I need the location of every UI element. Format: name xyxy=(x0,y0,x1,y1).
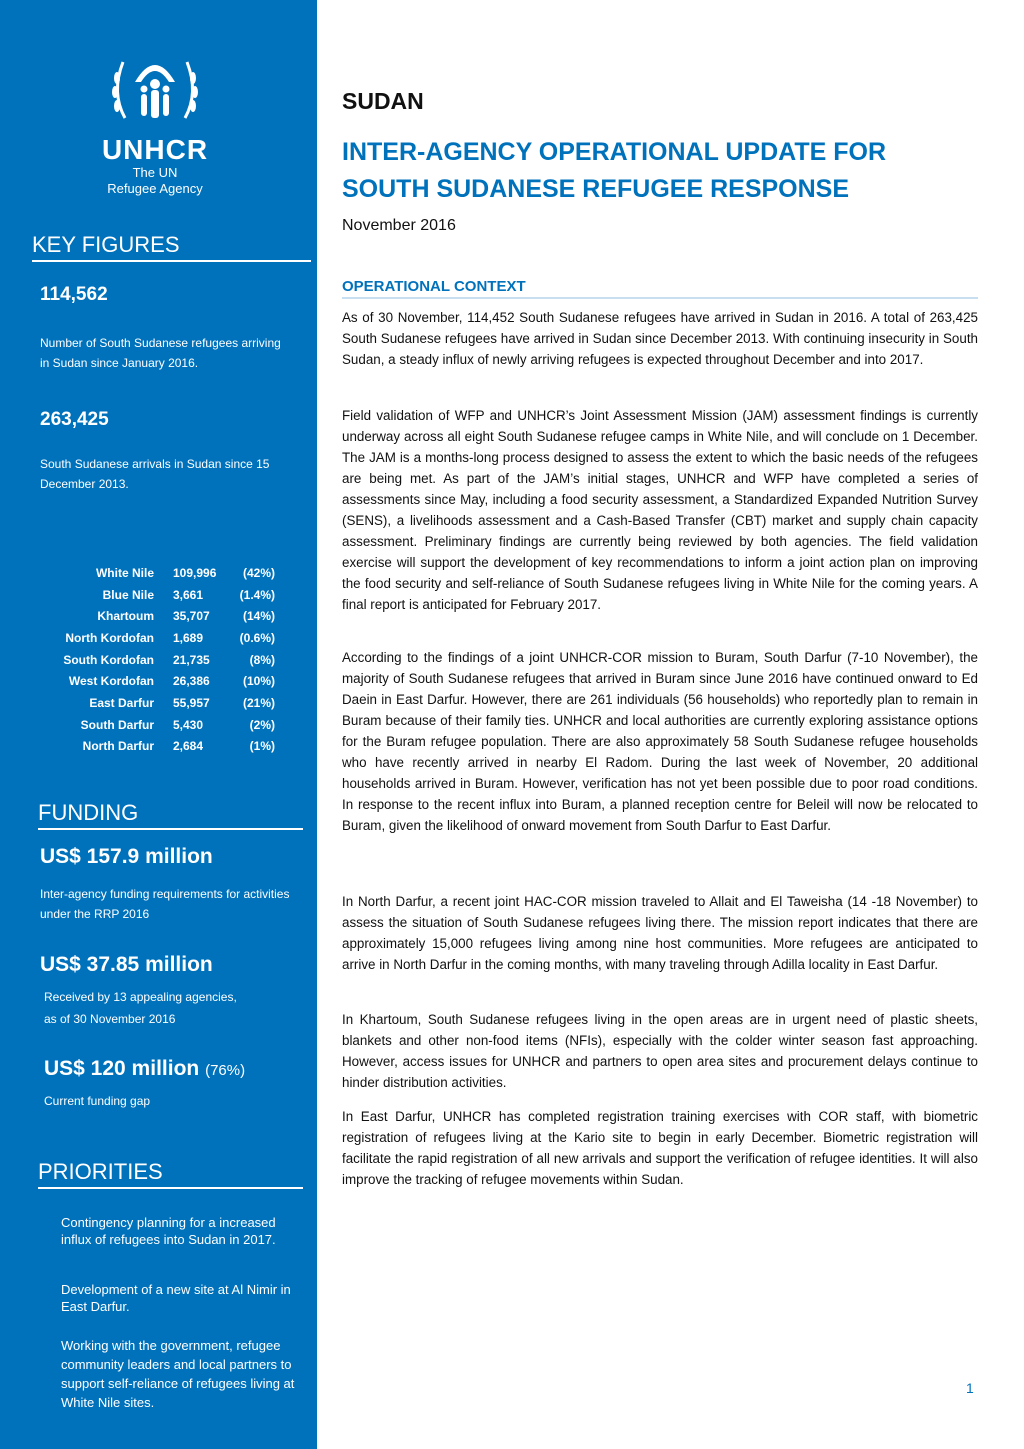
table-row xyxy=(36,649,275,671)
key-figures-heading: KEY FIGURES xyxy=(32,232,311,262)
paragraph: In North Darfur, a recent joint HAC-COR mission traveled to Allait and El Taweisha (14 -18 November) to assess the situation of South Sudanese refugees living there. The mission report indicates that there are approximately 15,000 refugees living among nine host communities. More refugees are anticipated to arrive in North Darfur in the coming months, with many traveling through Adilla locality in East Darfur. xyxy=(342,894,978,972)
funding-requirements-label: Inter-agency funding requirements for activities under the RRP 2016 xyxy=(40,887,290,921)
state-name: North Kordofan xyxy=(65,630,154,645)
state-number: 55,957 xyxy=(173,695,210,710)
state-number: 21,735 xyxy=(173,652,210,667)
logo-tagline-1: The UN xyxy=(132,165,178,180)
state-name: West Kordofan xyxy=(68,674,154,689)
state-percent: (2%) xyxy=(249,717,275,732)
funding-gap-label: Current funding gap xyxy=(44,1094,151,1108)
state-number: 5,430 xyxy=(173,717,204,732)
state-number: 109,996 xyxy=(173,565,217,580)
funding-gap-percent: (76%) xyxy=(205,1062,246,1079)
paragraph: Field validation of WFP and UNHCR’s Joint Assessment Mission (JAM) assessment findings is currently underway across all eight South Sudanese refugee camps in White Nile, and will conclude on 1 December. The JAM is a months-long process designed to assess the extent to which the basic needs of the refugees are being met. As part of the JAM’s initial stages, UNHCR and WFP have completed a series of assessments since May, including a food security assessment, a Standardized Expanded Nutrition Survey (SENS), a livelihoods assessment and a Cash-Based Transfer (CBT) market and supply chain capacity assessment. Preliminary findings are currently being reviewed by both agencies. The field validation exercise will support the development of key recommendations to inform a joint action plan on improving the food security and self-reliance of South Sudanese refugees living in White Nile for the coming years. A final report is anticipated for February 2017. xyxy=(342,408,978,612)
state-name: White Nile xyxy=(95,565,154,580)
key-figure-2013-label: South Sudanese arrivals in Sudan since 15 December 2013. xyxy=(40,457,270,491)
key-figure-2013-value: 263,425 xyxy=(40,409,109,430)
funding-received-amount: US$ 37.85 million xyxy=(40,953,213,976)
table-row xyxy=(36,714,275,736)
country-title: SUDAN xyxy=(342,88,424,114)
state-percent: (1.4%) xyxy=(239,587,275,602)
section-heading: OPERATIONAL CONTEXT xyxy=(342,278,978,299)
state-percent: (0.6%) xyxy=(239,630,275,645)
state-name: East Darfur xyxy=(89,695,154,710)
state-number: 2,684 xyxy=(173,739,204,754)
priority-item: Working with the government, refugee community leaders and local partners to support self-reliance of refugees living at White Nile sites. xyxy=(61,1338,295,1410)
priority-item: Contingency planning for a increased influx of refugees into Sudan in 2017. xyxy=(61,1215,276,1247)
table-row xyxy=(36,692,275,714)
table-row xyxy=(36,736,275,758)
funding-received-label-2: as of 30 November 2016 xyxy=(44,1012,176,1026)
state-name: South Darfur xyxy=(80,717,154,732)
logo-name: UNHCR xyxy=(101,134,209,165)
state-breakdown-table xyxy=(36,562,275,757)
state-number: 26,386 xyxy=(173,674,210,689)
priority-item: Development of a new site at Al Nimir in East Darfur. xyxy=(61,1282,291,1314)
state-number: 3,661 xyxy=(173,587,204,602)
table-row xyxy=(36,670,275,692)
state-number: 35,707 xyxy=(173,609,210,624)
paragraph: According to the findings of a joint UNHCR-COR mission to Buram, South Darfur (7-10 November), the majority of South Sudanese refugees that arrived in Buram since June 2016 have continued onward to Ed Daein in East Darfur. However, there are 261 individuals (56 households) who reportedly plan to remain in Buram because of their family ties. UNHCR and local authorities are currently exploring assistance options for the Buram refugee population. There are also approximately 58 South Sudanese refugee households who have recently arrived in nearby El Radom. During the last week of November, 20 additional households arrived in Buram. However, verification has not yet been possible due to poor road conditions. In response to the recent influx into Buram, a planned reception centre for Beleil will now be relocated to Buram, given the likelihood of onward movement from South Darfur to East Darfur. xyxy=(342,650,978,833)
state-number: 1,689 xyxy=(173,630,204,645)
key-figure-2016-label: Number of South Sudanese refugees arriving in Sudan since January 2016. xyxy=(40,336,281,370)
state-percent: (1%) xyxy=(249,739,275,754)
funding-gap-amount: US$ 120 million xyxy=(44,1057,200,1080)
state-percent: (14%) xyxy=(242,609,275,624)
table-row xyxy=(36,584,275,606)
table-row xyxy=(36,605,275,627)
page-number: 1 xyxy=(966,1380,974,1396)
state-name: North Darfur xyxy=(82,739,154,754)
report-date: November 2016 xyxy=(342,217,456,234)
state-name: Khartoum xyxy=(97,609,154,624)
state-name: South Kordofan xyxy=(63,652,154,667)
table-row xyxy=(36,627,275,649)
state-percent: (21%) xyxy=(242,695,275,710)
funding-heading: FUNDING xyxy=(38,800,303,830)
report-title-line-2: SOUTH SUDANESE REFUGEE RESPONSE xyxy=(342,175,850,203)
unhcr-logo xyxy=(90,48,220,197)
sidebar xyxy=(0,0,317,1449)
report-title-line-1: INTER-AGENCY OPERATIONAL UPDATE FOR xyxy=(342,138,887,166)
paragraph: In East Darfur, UNHCR has completed registration training exercises with COR staff, with biometric registration of refugees living at the Kario site to begin in early December. Biometric registration will facilitate the rapid registration of all new arrivals and support the verification of refugee identities. It will also improve the tracking of refugee movements within Sudan. xyxy=(342,1109,978,1187)
table-row xyxy=(36,562,275,584)
state-percent: (8%) xyxy=(249,652,275,667)
logo-tagline-2: Refugee Agency xyxy=(107,181,203,196)
paragraph: In Khartoum, South Sudanese refugees living in the open areas are in urgent need of plastic sheets, blankets and other non-food items (NFIs), especially with the colder winter season fast approaching. However, access issues for UNHCR and partners to open area sites and procurement delays continue to hinder distribution activities. xyxy=(342,1012,978,1090)
paragraph: As of 30 November, 114,452 South Sudanese refugees have arrived in Sudan in 2016. A total of 263,425 South Sudanese refugees have arrived in Sudan since December 2013. With continuing insecurity in South Sudan, a steady influx of newly arriving refugees is expected throughout December and into 2017. xyxy=(342,310,978,367)
state-percent: (42%) xyxy=(242,565,275,580)
state-name: Blue Nile xyxy=(102,587,154,602)
unhcr-emblem-icon xyxy=(105,48,205,128)
key-figure-2016-value: 114,562 xyxy=(40,284,108,305)
report-title xyxy=(342,134,962,208)
funding-gap xyxy=(44,1057,245,1081)
priorities-heading: PRIORITIES xyxy=(38,1159,303,1189)
funding-requirements-amount: US$ 157.9 million xyxy=(40,845,213,868)
state-percent: (10%) xyxy=(242,674,275,689)
funding-received-label-1: Received by 13 appealing agencies, xyxy=(44,990,237,1004)
